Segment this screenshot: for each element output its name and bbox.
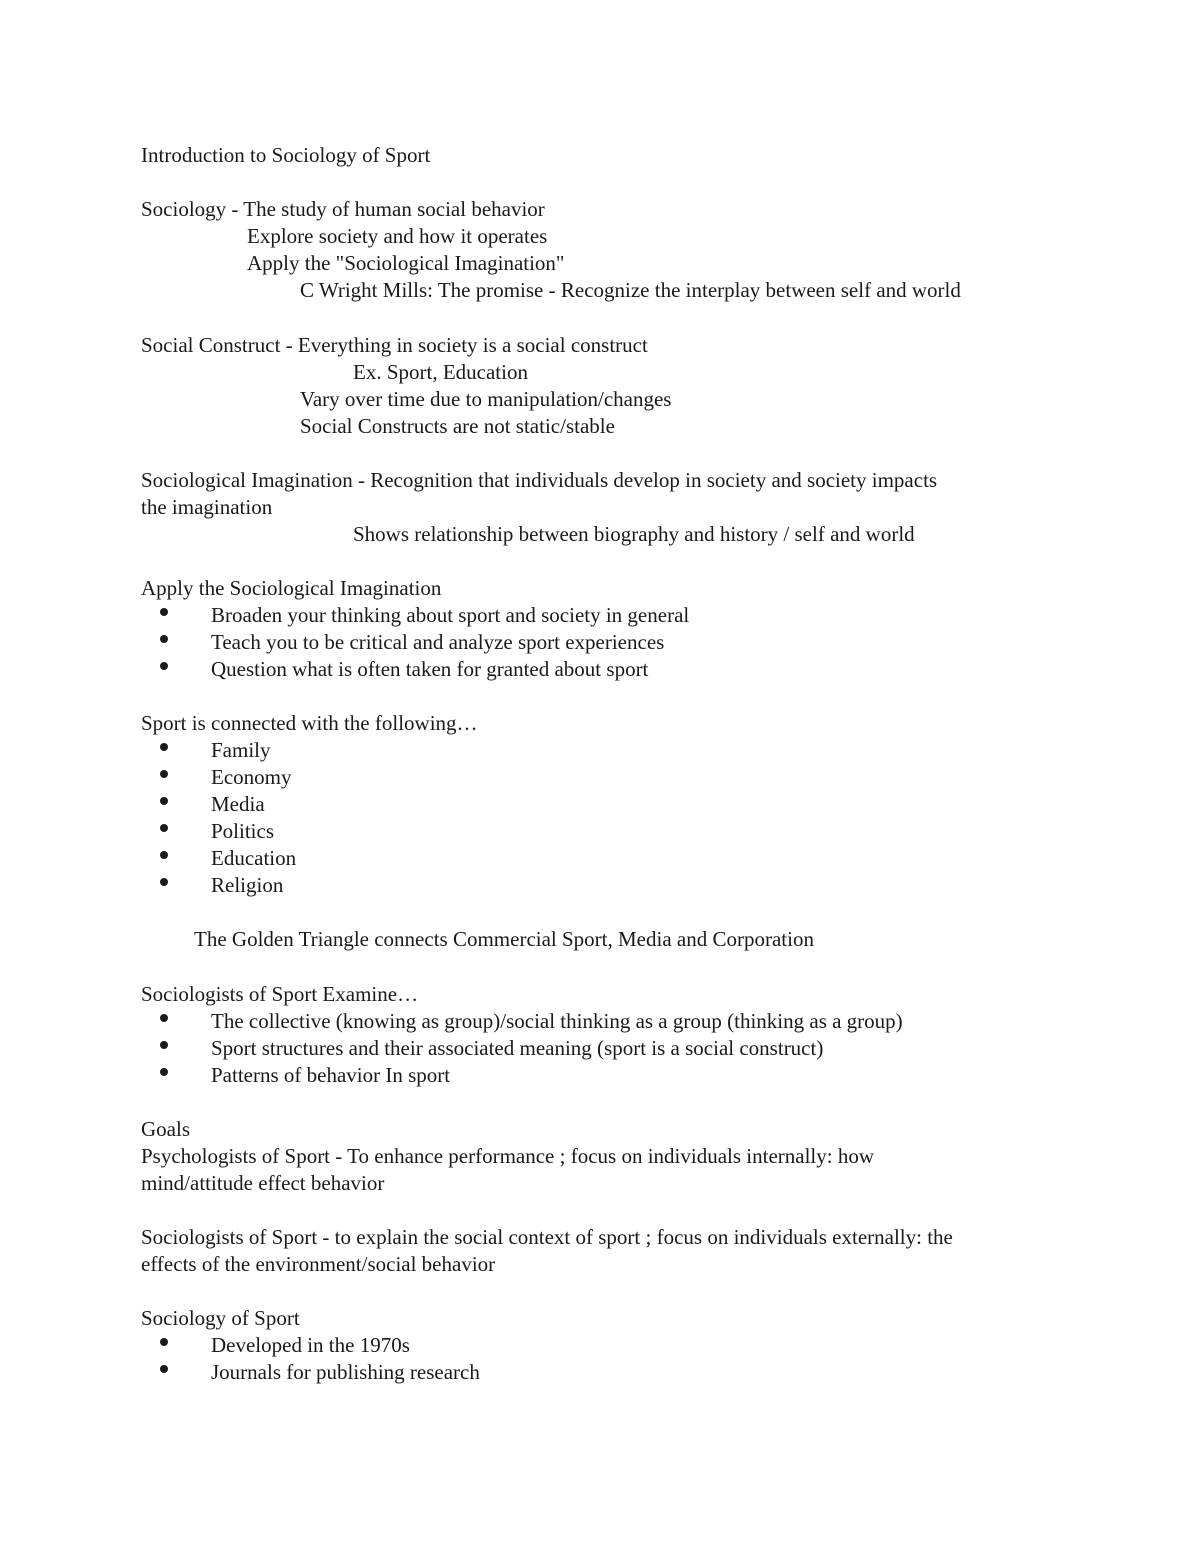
psychologists-goal-cont: mind/attitude effect behavior [141,1171,385,1195]
list-item: Media [211,792,265,816]
sociology-point: Apply the "Sociological Imagination" [247,251,565,275]
bullet-icon [160,1068,168,1076]
connected-heading: Sport is connected with the following… [141,711,478,735]
sociological-imagination-note: Shows relationship between biography and history / self and world [353,522,915,546]
list-item: Economy [211,765,292,789]
list-item: Broaden your thinking about sport and society in general [211,603,690,627]
list-item: Developed in the 1970s [211,1333,410,1357]
social-construct-example: Ex. Sport, Education [353,360,528,384]
list-item: Politics [211,819,275,843]
apply-heading: Apply the Sociological Imagination [141,576,442,600]
bullet-icon [160,1014,168,1022]
sociology-point: Explore society and how it operates [247,224,548,248]
list-item: The collective (knowing as group)/social thinking as a group (thinking as a group) [211,1009,903,1033]
bullet-icon [160,824,168,832]
bullet-icon [160,797,168,805]
psychologists-goal: Psychologists of Sport - To enhance performance ; focus on individuals internally: how [141,1144,875,1168]
bullet-icon [160,1338,168,1346]
sociology-definition: Sociology - The study of human social behavior [141,197,545,221]
list-item: Family [211,738,271,762]
list-item: Sport structures and their associated meaning (sport is a social construct) [211,1036,824,1060]
sociologists-goal: Sociologists of Sport - to explain the social context of sport ; focus on individuals externally: the [141,1225,953,1249]
list-item: Religion [211,873,284,897]
list-item: Journals for publishing research [211,1360,480,1384]
bullet-icon [160,851,168,859]
social-construct-point: Vary over time due to manipulation/changes [300,387,672,411]
golden-triangle-note: The Golden Triangle connects Commercial Sport, Media and Corporation [194,927,814,951]
sociological-imagination-definition-cont: the imagination [141,495,273,519]
sociology-of-sport-heading: Sociology of Sport [141,1306,300,1330]
list-item: Teach you to be critical and analyze sport experiences [211,630,665,654]
sociological-imagination-definition: Sociological Imagination - Recognition that individuals develop in society and society impacts [141,468,938,492]
bullet-icon [160,1041,168,1049]
list-item: Question what is often taken for granted about sport [211,657,649,681]
examine-heading: Sociologists of Sport Examine… [141,982,419,1006]
list-item: Education [211,846,297,870]
bullet-icon [160,743,168,751]
bullet-icon [160,635,168,643]
bullet-icon [160,878,168,886]
sociologists-goal-cont: effects of the environment/social behavior [141,1252,496,1276]
sociology-subpoint: C Wright Mills: The promise - Recognize the interplay between self and world [300,278,961,302]
social-construct-definition: Social Construct - Everything in society is a social construct [141,333,648,357]
list-item: Patterns of behavior In sport [211,1063,451,1087]
goals-heading: Goals [141,1117,190,1141]
bullet-icon [160,662,168,670]
social-construct-point: Social Constructs are not static/stable [300,414,615,438]
bullet-icon [160,608,168,616]
bullet-icon [160,1365,168,1373]
document-title: Introduction to Sociology of Sport [141,143,431,167]
bullet-icon [160,770,168,778]
